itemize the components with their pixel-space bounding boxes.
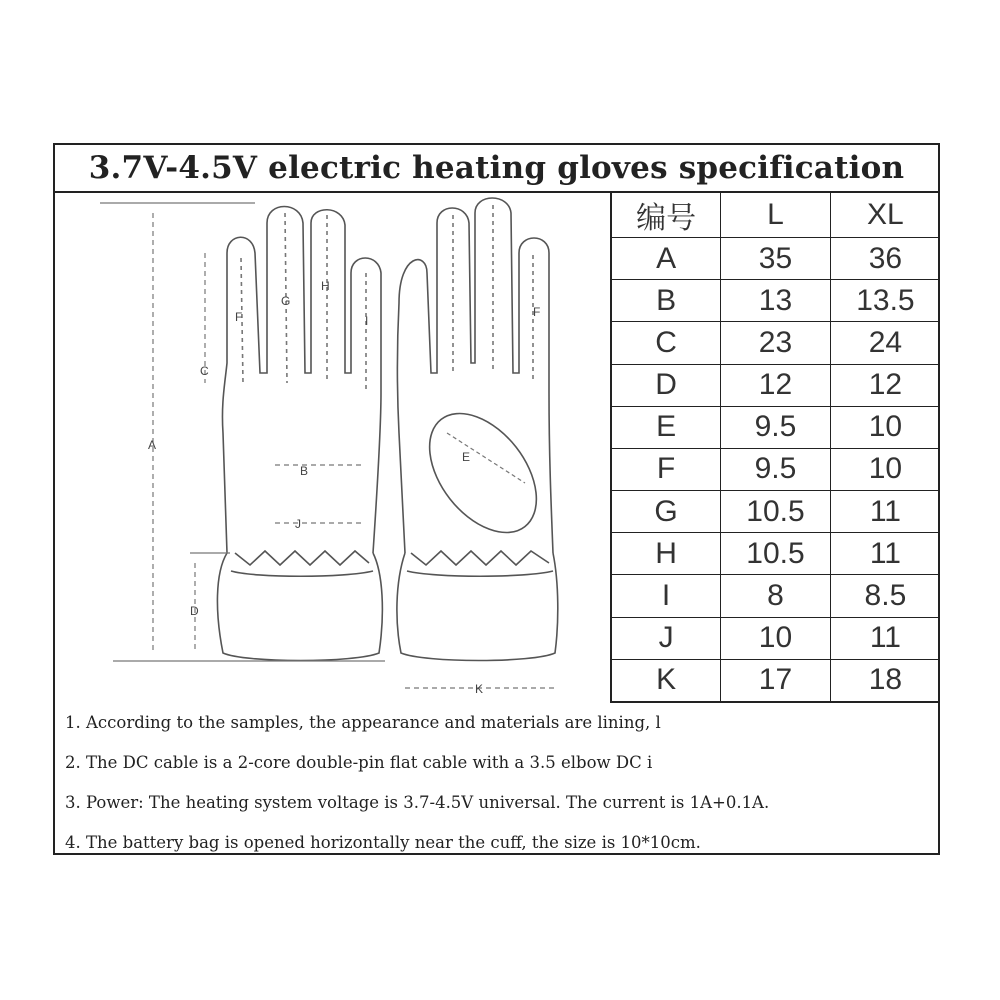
row-code: J (611, 617, 721, 659)
row-xl: 10 (830, 448, 940, 490)
table-row (611, 280, 940, 322)
label-j: J (295, 517, 301, 531)
header-xl: XL (830, 193, 940, 238)
size-table (610, 193, 940, 703)
row-l: 10 (721, 617, 831, 659)
row-xl: 12 (830, 364, 940, 406)
note-item: 2. The DC cable is a 2-core double-pin flat cable with a 3.5 elbow DC i (65, 753, 653, 772)
right-glove-outline (398, 198, 554, 553)
label-i: I (365, 314, 369, 328)
table-row (611, 406, 940, 448)
row-code: H (611, 533, 721, 575)
row-code: F (611, 448, 721, 490)
left-glove-ruffle (235, 551, 369, 565)
table-row (611, 617, 940, 659)
row-l: 17 (721, 659, 831, 702)
row-xl: 24 (830, 322, 940, 364)
label-a: A (148, 438, 157, 452)
left-glove-cuff (217, 553, 382, 661)
right-glove-ruffle (411, 551, 549, 565)
label-f-left: F (235, 310, 243, 324)
row-xl: 18 (830, 659, 940, 702)
label-d: D (190, 604, 199, 618)
row-xl: 11 (830, 533, 940, 575)
notes-section (55, 703, 938, 855)
label-h: H (321, 279, 330, 293)
row-l: 13 (721, 280, 831, 322)
row-l: 12 (721, 364, 831, 406)
row-xl: 13.5 (830, 280, 940, 322)
row-xl: 36 (830, 238, 940, 280)
row-l: 10.5 (721, 533, 831, 575)
row-l: 9.5 (721, 448, 831, 490)
row-code: A (611, 238, 721, 280)
glove-drawing (55, 193, 610, 703)
label-c: C (200, 364, 209, 378)
table-row (611, 448, 940, 490)
table-row (611, 659, 940, 702)
note-item: 1. According to the samples, the appearance and materials are lining, l (65, 713, 661, 732)
row-l: 8 (721, 575, 831, 617)
row-code: G (611, 491, 721, 533)
row-code: K (611, 659, 721, 702)
row-l: 35 (721, 238, 831, 280)
note-item: 4. The battery bag is opened horizontally near the cuff, the size is 10*10cm. (65, 833, 701, 852)
row-code: C (611, 322, 721, 364)
row-l: 10.5 (721, 491, 831, 533)
table-row (611, 322, 940, 364)
left-glove-outline (222, 207, 381, 554)
row-code: E (611, 406, 721, 448)
glove-diagram (55, 193, 610, 703)
row-l: 23 (721, 322, 831, 364)
spec-sheet (53, 143, 940, 855)
table-header-row (611, 193, 940, 238)
row-code: D (611, 364, 721, 406)
header-code: 编号 (611, 193, 721, 238)
table-row (611, 238, 940, 280)
row-xl: 8.5 (830, 575, 940, 617)
note-item: 3. Power: The heating system voltage is 3.7-4.5V universal. The current is 1A+0.1A. (65, 793, 770, 812)
header-l: L (721, 193, 831, 238)
row-l: 9.5 (721, 406, 831, 448)
label-f-right: F (533, 305, 541, 319)
row-code: I (611, 575, 721, 617)
row-code: B (611, 280, 721, 322)
table-row (611, 364, 940, 406)
sheet-title: 3.7V-4.5V electric heating gloves specification (55, 145, 938, 193)
row-xl: 11 (830, 617, 940, 659)
table-row (611, 533, 940, 575)
right-glove-cuff (397, 553, 558, 661)
label-k: K (475, 682, 484, 696)
label-g: G (281, 294, 291, 308)
row-xl: 10 (830, 406, 940, 448)
label-b: B (300, 464, 309, 478)
table-row (611, 491, 940, 533)
table-row (611, 575, 940, 617)
palm-oval (408, 394, 558, 553)
row-xl: 11 (830, 491, 940, 533)
label-e: E (462, 450, 471, 464)
